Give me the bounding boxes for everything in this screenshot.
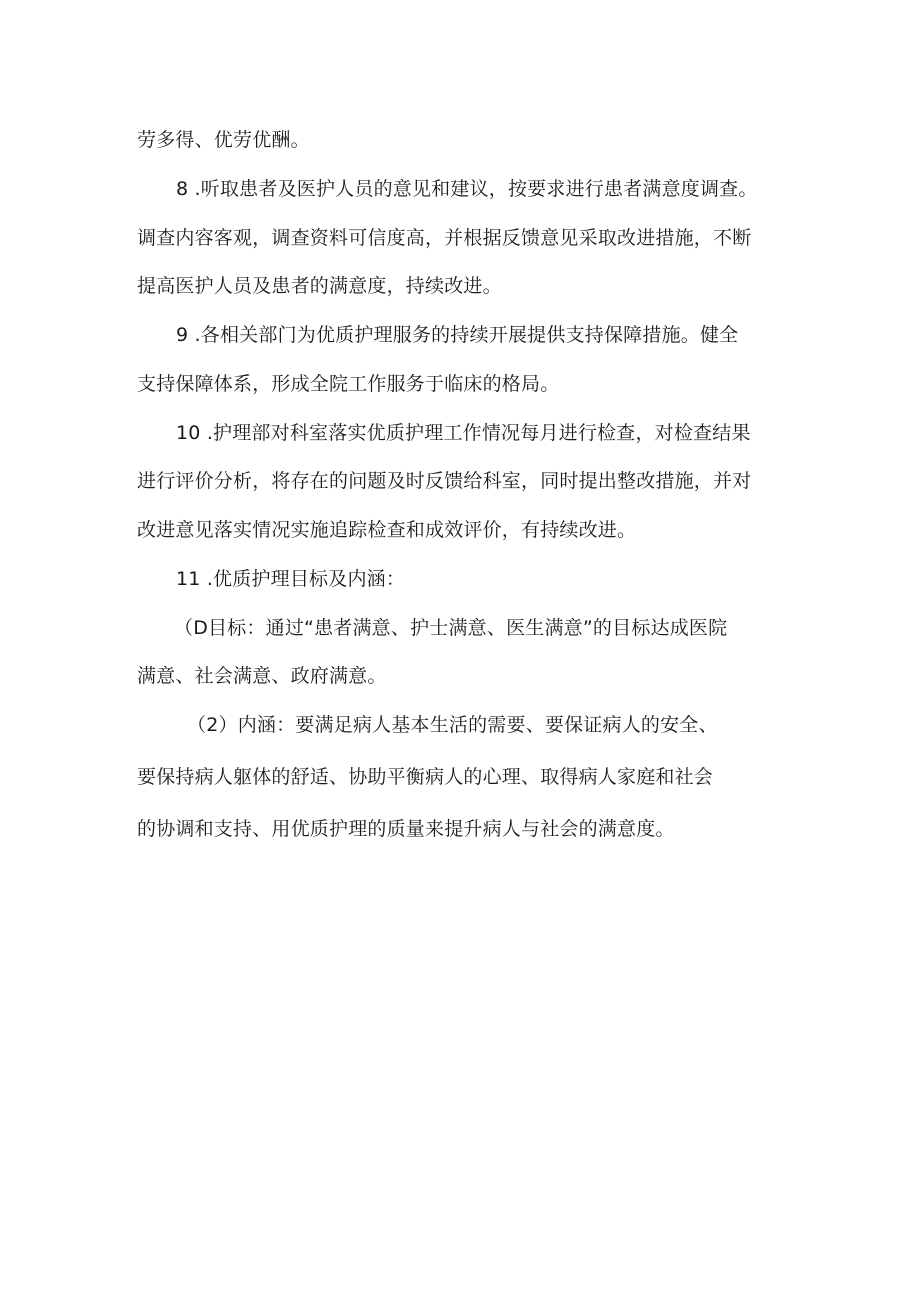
item-10-line-3: 改进意见落实情况实施追踪检查和成效评价，有持续改进。 xyxy=(137,519,637,541)
item-11-heading: 11 .优质护理目标及内涵： xyxy=(176,568,406,590)
goal-line-1: （D目标：通过“患者满意、护士满意、医生满意”的目标达成医院 xyxy=(174,617,728,639)
connotation-line-2: 要保持病人躯体的舒适、协助平衡病人的心理、取得病人家庭和社会 xyxy=(137,766,714,788)
connotation-line-3: 的协调和支持、用优质护理的质量来提升病人与社会的满意度。 xyxy=(137,818,675,840)
item-10-line-2: 进行评价分析，将存在的问题及时反馈给科室，同时提出整改措施，并对 xyxy=(137,470,752,492)
item-8-line-1: 8 .听取患者及医护人员的意见和建议，按要求进行患者满意度调查。 xyxy=(176,178,758,200)
text-line-continuation: 劳多得、优劳优酬。 xyxy=(137,129,310,151)
item-8-line-3: 提高医护人员及患者的满意度，持续改进。 xyxy=(137,275,502,297)
item-8-line-2: 调查内容客观，调查资料可信度高，并根据反馈意见采取改进措施，不断 xyxy=(137,227,752,249)
item-10-line-1: 10 .护理部对科室落实优质护理工作情况每月进行检查，对检查结果 xyxy=(176,422,751,444)
connotation-line-1: （2）内涵：要满足病人基本生活的需要、要保证病人的安全、 xyxy=(187,714,718,736)
item-9-line-1: 9 .各相关部门为优质护理服务的持续开展提供支持保障措施。健全 xyxy=(176,324,739,346)
item-9-line-2: 支持保障体系，形成全院工作服务于临床的格局。 xyxy=(137,373,560,395)
goal-line-2: 满意、社会满意、政府满意。 xyxy=(137,665,387,687)
